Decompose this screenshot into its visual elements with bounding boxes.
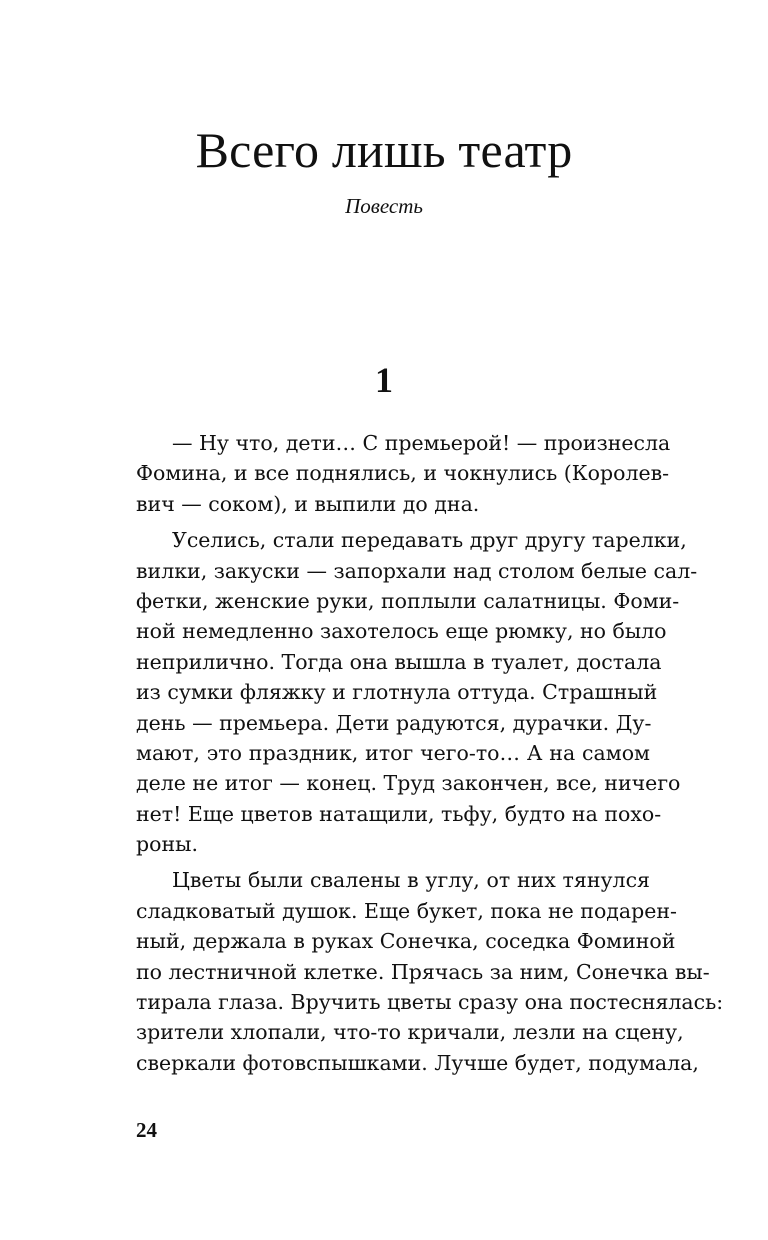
text-line: тирала глаза. Вручить цветы сразу она постеснялась:	[136, 990, 724, 1015]
body-text	[136, 428, 724, 1078]
text-line: мают, это праздник, итог чего-то… А на самом	[136, 740, 650, 765]
text-line: вич — соком), и выпили до дна.	[136, 491, 480, 516]
text-line: — Ну что, дети… С премьерой! — произнесла	[172, 431, 671, 455]
text-line: день — премьера. Дети радуются, дурачки. Ду-	[136, 710, 652, 735]
text-line: Фомина, и все поднялись, и чокнулись (Королев-	[136, 461, 670, 486]
text-line: ной немедленно захотелось еще рюмку, но было	[136, 619, 667, 644]
text-line: неприлично. Тогда она вышла в туалет, достала	[136, 649, 662, 674]
text-line: роны.	[136, 832, 198, 857]
text-line: из сумки фляжку и глотнула оттуда. Страшный	[136, 680, 658, 705]
text-line: Уселись, стали передавать друг другу тарелки,	[172, 528, 687, 553]
page-number: 24	[136, 1118, 157, 1142]
text-line: сверкали фотовспышками. Лучше будет, подумала,	[136, 1050, 699, 1075]
text-line: вилки, закуски — запорхали над столом белые сал-	[136, 558, 698, 583]
chapter-subtitle: Повесть	[345, 194, 423, 218]
text-line: Цветы были свалены в углу, от них тянулся	[172, 868, 650, 893]
text-line: нет! Еще цветов натащили, тьфу, будто на похо-	[136, 801, 662, 826]
chapter-number: 1	[375, 360, 393, 400]
chapter-title: Всего лишь театр	[195, 122, 573, 178]
text-line: фетки, женские руки, поплыли салатницы. Фоми-	[136, 588, 680, 613]
text-line: сладковатый душок. Еще букет, пока не подарен-	[136, 898, 677, 923]
text-line: по лестничной клетке. Прячась за ним, Сонечка вы-	[136, 959, 710, 984]
text-line: ный, держала в руках Сонечка, соседка Фоминой	[136, 929, 676, 954]
text-line: зрители хлопали, что-то кричали, лезли на сцену,	[136, 1020, 684, 1045]
text-line: деле не итог — конец. Труд закончен, все, ничего	[136, 771, 681, 796]
